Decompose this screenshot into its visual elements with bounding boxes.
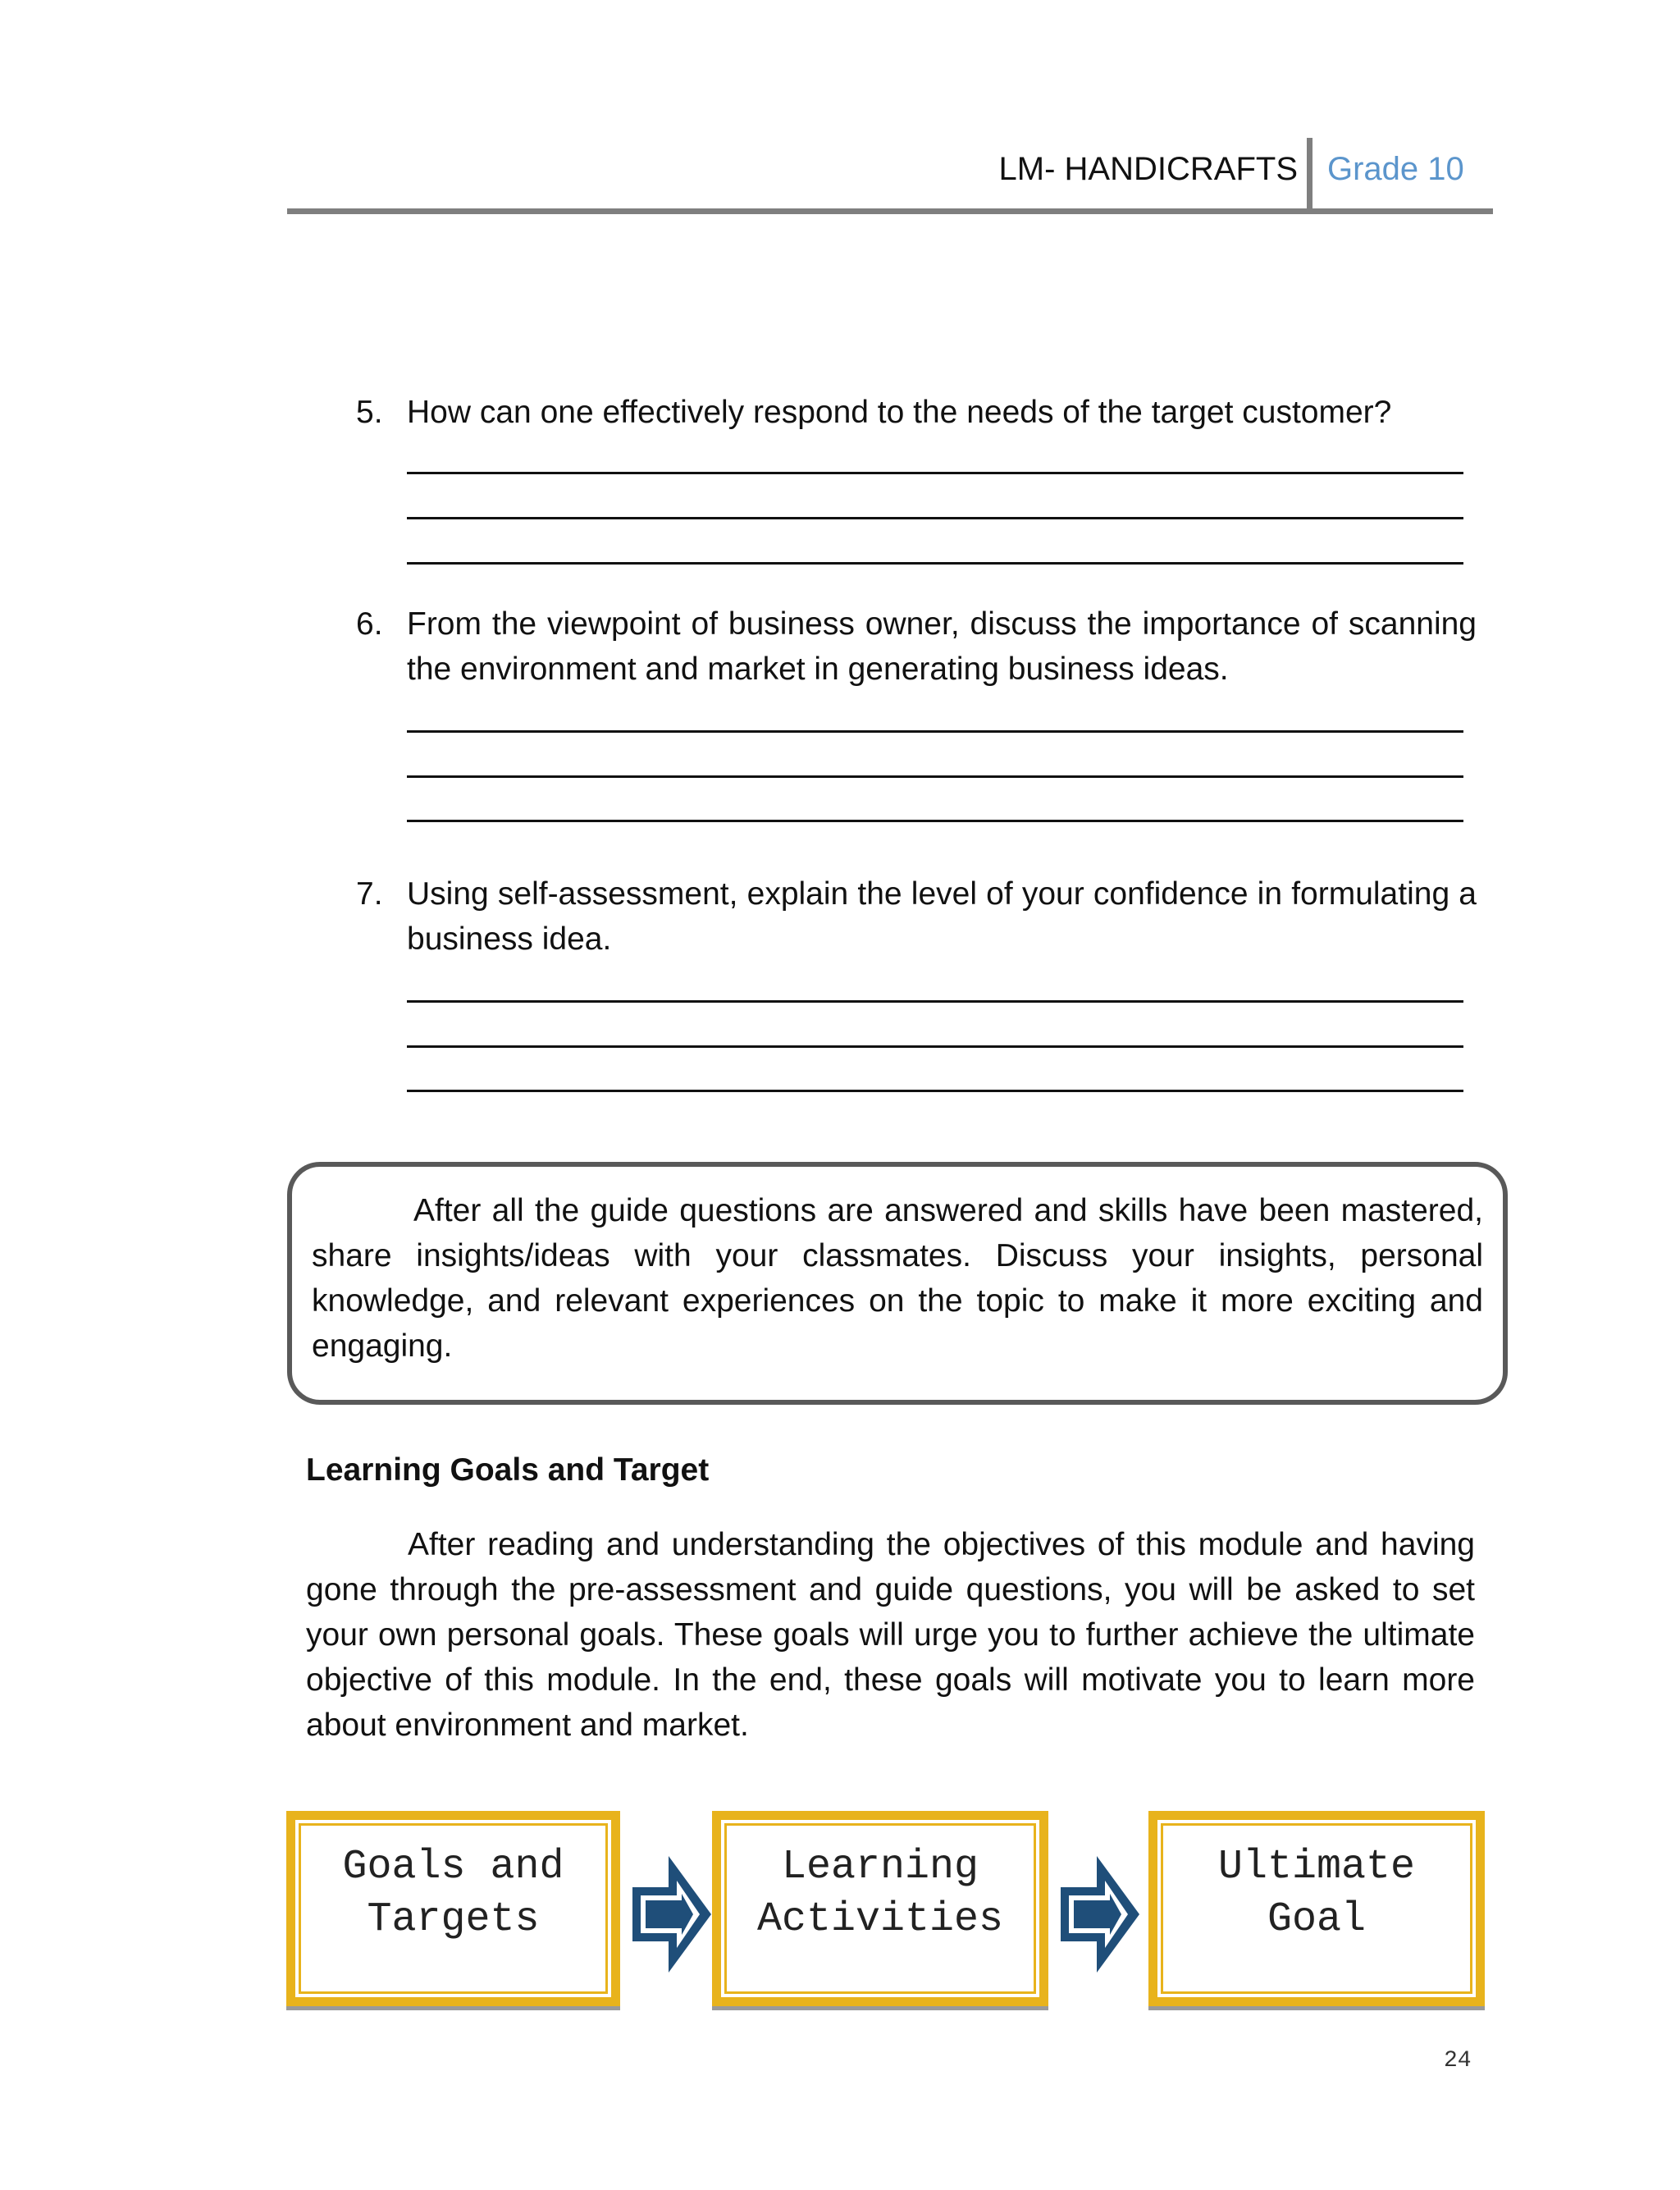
callout-body: After all the guide questions are answered and skills have been mastered, share insights/ideas with your classmates. Discuss your insights, personal knowledge, and relevant experiences on the topic to make it more exciting and engaging. bbox=[312, 1193, 1483, 1364]
page-header bbox=[287, 138, 1493, 214]
answer-line[interactable] bbox=[407, 472, 1463, 474]
flow-label-line: Goals and bbox=[342, 1844, 564, 1891]
flow-box-goals-and-targets bbox=[286, 1811, 620, 2006]
right-arrow-icon bbox=[629, 1853, 714, 1976]
flow-label-line: Learning bbox=[781, 1844, 979, 1891]
header-grade: Grade 10 bbox=[1327, 151, 1464, 187]
question-text: Using self-assessment, explain the level of your confidence in formulating a business idea. bbox=[407, 876, 1477, 957]
right-arrow-icon bbox=[1057, 1853, 1143, 1976]
question-number: 5. bbox=[356, 395, 383, 430]
callout-text bbox=[312, 1188, 1483, 1369]
learning-goals-paragraph bbox=[306, 1522, 1475, 1748]
flow-box-learning-activities bbox=[712, 1811, 1048, 2006]
answer-line[interactable] bbox=[407, 730, 1463, 733]
question-number: 6. bbox=[356, 606, 383, 642]
flow-box-ultimate-goal bbox=[1148, 1811, 1485, 2006]
flow-label-line: Ultimate bbox=[1217, 1844, 1416, 1891]
flow-label bbox=[721, 1841, 1039, 1946]
flow-label bbox=[295, 1841, 611, 1946]
answer-line[interactable] bbox=[407, 517, 1463, 519]
answer-line[interactable] bbox=[407, 1045, 1463, 1048]
flow-label-line: Activities bbox=[756, 1896, 1004, 1943]
page-number: 24 bbox=[1444, 2048, 1472, 2073]
insights-callout bbox=[287, 1162, 1508, 1405]
flow-label-line: Targets bbox=[367, 1896, 540, 1943]
section-title: Learning Goals and Target bbox=[306, 1452, 710, 1488]
answer-line[interactable] bbox=[407, 1000, 1463, 1003]
header-title: LM- HANDICRAFTS bbox=[998, 151, 1298, 187]
answer-line[interactable] bbox=[407, 820, 1463, 822]
flow-label bbox=[1157, 1841, 1476, 1946]
question-text: From the viewpoint of business owner, discuss the importance of scanning the environment and market in generating business ideas. bbox=[407, 606, 1477, 687]
flow-label-line: Goal bbox=[1267, 1896, 1367, 1943]
question-number: 7. bbox=[356, 876, 383, 912]
answer-line[interactable] bbox=[407, 1090, 1463, 1092]
question-text: How can one effectively respond to the needs of the target customer? bbox=[407, 395, 1392, 430]
answer-line[interactable] bbox=[407, 775, 1463, 778]
paragraph-body: After reading and understanding the objectives of this module and having gone through the pre-assessment and guide questions, you will be asked to set your own personal goals. These goals will urge you to further achieve the ultimate objective of this module. In the end, these goals will motivate you to learn more about environment and market. bbox=[306, 1527, 1475, 1743]
answer-line[interactable] bbox=[407, 562, 1463, 565]
header-separator bbox=[1307, 138, 1312, 208]
